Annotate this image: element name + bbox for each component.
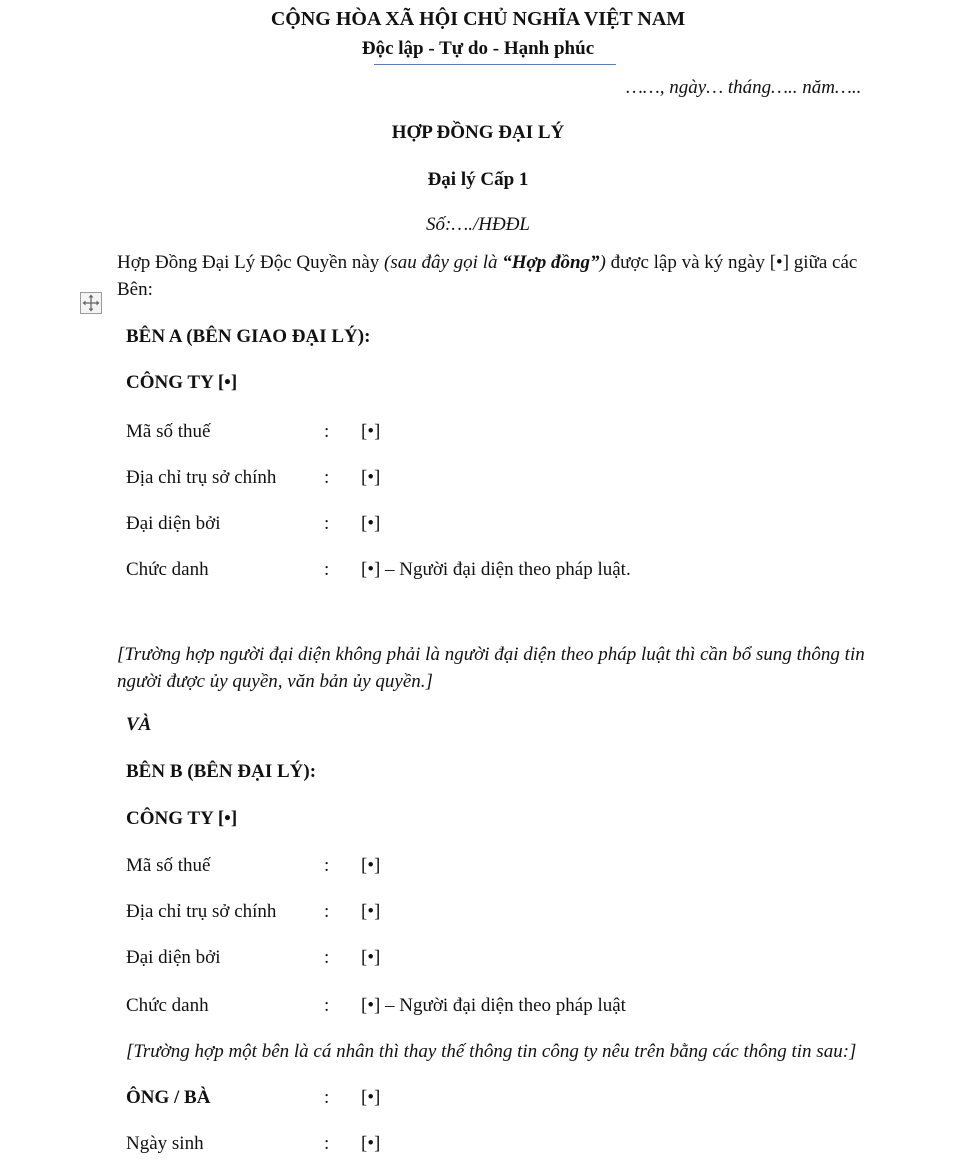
nation-header: CỘNG HÒA XÃ HỘI CHỦ NGHĨA VIỆT NAM bbox=[270, 8, 686, 30]
field-value: [•] bbox=[361, 901, 381, 922]
field-label: Địa chỉ trụ sở chính bbox=[126, 467, 277, 488]
field-value: [•] bbox=[361, 1133, 381, 1154]
motto: Độc lập - Tự do - Hạnh phúc bbox=[361, 38, 595, 59]
field-label: Địa chỉ trụ sở chính bbox=[126, 901, 277, 922]
field-label: Chức danh bbox=[126, 995, 209, 1016]
field-label: Mã số thuế bbox=[126, 421, 211, 442]
field-value: [•] bbox=[361, 1087, 381, 1108]
intro-defined-term: “Hợp đồng” bbox=[502, 252, 600, 273]
intro-text-5: được lập và ký ngày [•] giữa các Bên: bbox=[117, 252, 858, 300]
field-colon: : bbox=[324, 947, 330, 968]
party-b-company: CÔNG TY [•] bbox=[126, 808, 238, 829]
contract-title: HỢP ĐỒNG ĐẠI LÝ bbox=[391, 122, 565, 143]
field-value: [•] bbox=[361, 513, 381, 534]
contract-subtitle: Đại lý Cấp 1 bbox=[427, 169, 529, 190]
field-label: ÔNG / BÀ bbox=[126, 1087, 211, 1108]
field-colon: : bbox=[324, 855, 330, 876]
contract-number: Số:…./HĐĐL bbox=[426, 214, 530, 235]
field-colon: : bbox=[324, 421, 330, 442]
field-colon: : bbox=[324, 559, 330, 580]
field-label: Mã số thuế bbox=[126, 855, 211, 876]
party-a-heading: BÊN A (BÊN GIAO ĐẠI LÝ): bbox=[126, 326, 371, 347]
field-label: Chức danh bbox=[126, 559, 209, 580]
intro-text-1: Hợp Đồng Đại Lý Độc Quyền này bbox=[117, 252, 385, 273]
field-value: [•] bbox=[361, 421, 381, 442]
intro-paragraph bbox=[117, 249, 897, 303]
party-a-note: [Trường hợp người đại diện không phải là người đại diện theo pháp luật thì cần bổ sung thông tin người được ủy quyền, văn bản ủy quyền.] bbox=[117, 644, 865, 692]
field-value: [•] bbox=[361, 467, 381, 488]
motto-underline bbox=[374, 64, 616, 65]
intro-text-4: ) bbox=[599, 252, 606, 273]
field-colon: : bbox=[324, 995, 330, 1016]
field-colon: : bbox=[324, 467, 330, 488]
conjunction: VÀ bbox=[126, 714, 152, 735]
field-label: Ngày sinh bbox=[126, 1133, 204, 1154]
field-label: Đại diện bởi bbox=[126, 947, 221, 968]
party-a-company: CÔNG TY [•] bbox=[126, 372, 238, 393]
field-colon: : bbox=[324, 513, 330, 534]
intro-text-2: (sau đây gọi là bbox=[384, 252, 503, 273]
field-colon: : bbox=[324, 1133, 330, 1154]
field-colon: : bbox=[324, 901, 330, 922]
date-line: ……, ngày… tháng….. năm….. bbox=[626, 77, 862, 98]
field-colon: : bbox=[324, 1087, 330, 1108]
move-arrows-icon[interactable] bbox=[80, 292, 102, 314]
field-value: [•] – Người đại diện theo pháp luật. bbox=[361, 559, 631, 580]
field-value: [•] – Người đại diện theo pháp luật bbox=[361, 995, 626, 1016]
field-value: [•] bbox=[361, 947, 381, 968]
field-value: [•] bbox=[361, 855, 381, 876]
party-b-heading: BÊN B (BÊN ĐẠI LÝ): bbox=[126, 761, 317, 782]
party-b-note: [Trường hợp một bên là cá nhân thì thay thế thông tin công ty nêu trên bằng các thông tin sau:] bbox=[126, 1041, 857, 1062]
field-label: Đại diện bởi bbox=[126, 513, 221, 534]
